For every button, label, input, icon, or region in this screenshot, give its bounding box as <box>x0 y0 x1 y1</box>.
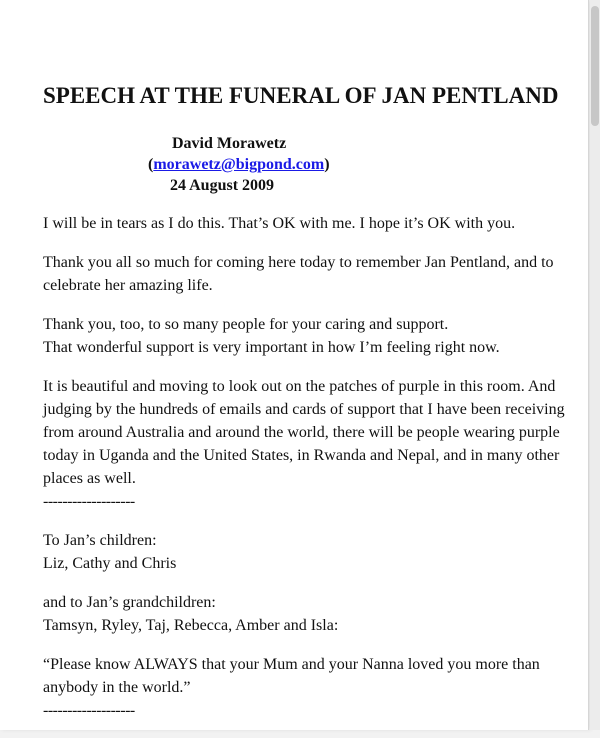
speech-body <box>43 212 568 738</box>
scrollbar-thumb[interactable] <box>591 6 599 126</box>
author-date: 24 August 2009 <box>170 177 275 194</box>
paragraph-4: It is beautiful and moving to look out on the patches of purple in this room. And judging by the hundreds of emails and cards of support that I have been receiving from around Australia and around the world, there will be people wearing purple today in Uganda and the United States, in Rwanda and Nepal, and in many other places as well. <box>43 378 565 487</box>
paragraph-3-line-1: Thank you, too, to so many people for your caring and support. <box>43 316 449 333</box>
paragraph-1: I will be in tears as I do this. That’s OK with me. I hope it’s OK with you. <box>43 215 516 232</box>
author-name: David Morawetz <box>172 135 287 152</box>
document-title: SPEECH AT THE FUNERAL OF JAN PENTLAND <box>43 83 559 108</box>
scrollbar-track[interactable] <box>590 0 600 730</box>
divider-1: ------------------- <box>43 493 135 510</box>
paragraph-5-line-2: Liz, Cathy and Chris <box>43 555 177 572</box>
divider-2: ------------------- <box>43 702 135 719</box>
paragraph-2: Thank you all so much for coming here today to remember Jan Pentland, and to celebrate her amazing life. <box>43 254 554 294</box>
author-email-line <box>148 154 330 175</box>
paragraph-3-line-2: That wonderful support is very important in how I’m feeling right now. <box>43 339 500 356</box>
author-block <box>148 133 330 196</box>
author-email-link[interactable]: morawetz@bigpond.com <box>153 156 325 173</box>
paragraph-6-line-1: and to Jan’s grandchildren: <box>43 594 216 611</box>
paragraph-7: “Please know ALWAYS that your Mum and your Nanna loved you more than anybody in the world.” <box>43 656 540 696</box>
paragraph-5-line-1: To Jan’s children: <box>43 532 157 549</box>
paragraph-6-line-2: Tamsyn, Ryley, Taj, Rebecca, Amber and Isla: <box>43 617 339 634</box>
email-open-paren: ( <box>148 156 154 173</box>
email-close-paren: ) <box>324 156 330 173</box>
